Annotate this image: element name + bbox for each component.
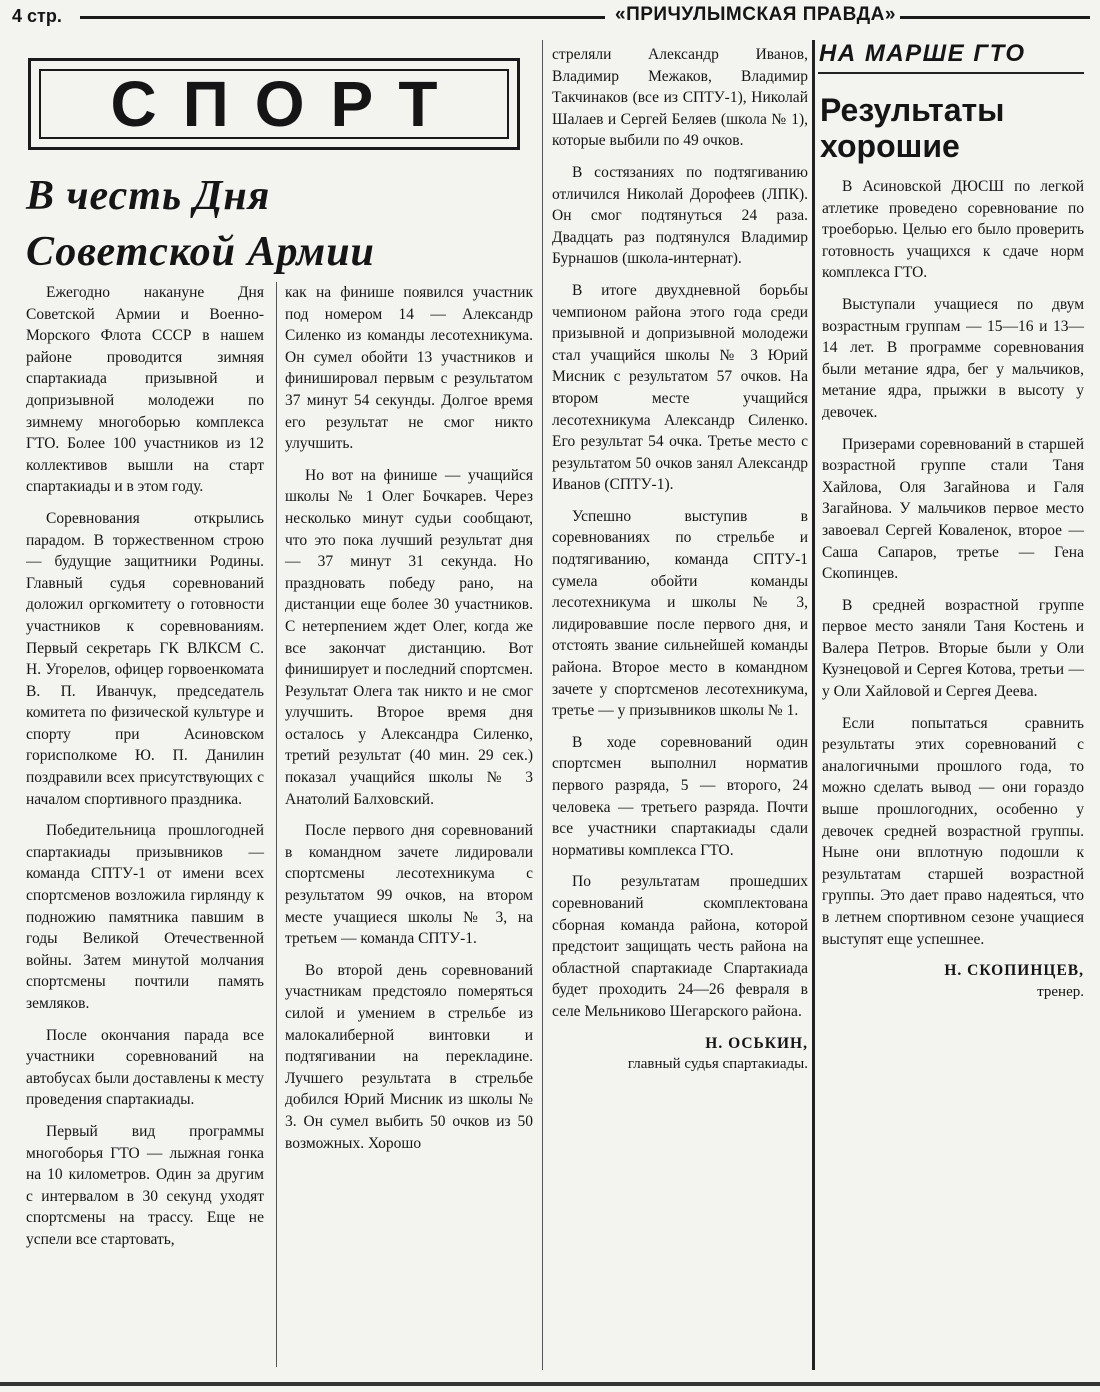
newspaper-name: «ПРИЧУЛЫМСКАЯ ПРАВДА» (615, 4, 896, 25)
paragraph: В итоге двухдневной борьбы чемпионом района этого года среди призывной и допризывной молодежи стал учащийся школы № 3 Юрий Мисник с результатом 57 очков. На втором месте учащийся лесотехникума Александр Силенко. Его результат 54 очка. Третье место с результатом 50 очков занял Александр Иванов (СПТУ-1). (552, 281, 808, 494)
paragraph: Первый вид программы многоборья ГТО — лыжная гонка на 10 километров. Один за другим с интервалом в 30 секунд уходят спортсмены на трассу. Еще не успели все стартовать, (26, 1122, 264, 1248)
paragraph: В ходе соревнований один спортсмен выполнил норматив первого разряда, 5 — второго, 24 человека — третьего разряда. Почти все участники спартакиады сдали нормативы комплекса ГТО. (552, 733, 808, 859)
paragraph: В средней возрастной группе первое место заняли Таня Костень и Валера Петров. Вторые были у Оли Кузнецовой и Сергея Котова, третьи — у Оли Хайловой и Сергея Деева. (822, 596, 1084, 701)
paragraph: Выступали учащиеся по двум возрастным группам — 15—16 и 13—14 лет. В программе соревнования были метание ядра, бег у мальчиков, метание ядра, прыжки в высоту у девочек. (822, 295, 1084, 421)
paragraph: Успешно выступив в соревнованиях по стрельбе и подтягиванию, команда СПТУ-1 сумела обойти команды лесотехникума и школы № 3, лидировавшие после первого дня, и отстоять звание сильнейшей команды района. Второе место в командном зачете у спортсменов лесотехникума, третье — у призывников школы № 1. (552, 507, 808, 720)
headline-line-2: Советской Армии (26, 229, 375, 275)
paragraph: В состязаниях по подтягиванию отличился Николай Дорофеев (ЛПК). Он смог подтянуться 24 раза. Двадцать раз подтянулся Владимир Бурнашов (школа-интернат). (552, 163, 808, 268)
section-banner-title: СПОРТ (39, 69, 509, 139)
paragraph: стреляли Александр Иванов, Владимир Межаков, Владимир Такчинаков (все из СПТУ-1), Николай Шалаев и Сергей Беляев (школа № 1), которые выбили по 49 очков. (552, 46, 808, 150)
byline (552, 1033, 808, 1076)
article2-headline-line-1: Результаты (820, 92, 1005, 128)
article1-column-3 (552, 44, 808, 1076)
article2-body (822, 176, 1084, 1003)
author-role: тренер. (1037, 983, 1084, 1000)
page-bottom-rule (0, 1382, 1100, 1386)
masthead-rule-left (80, 16, 605, 19)
paragraph: По результатам прошедших соревнований скомплектована сборная команда района, которой предстоит защищать честь района на областной спартакиаде Спартакиада будет проходить 24—26 февраля в селе Мельниково Шегарского района. (552, 873, 808, 1020)
column-divider (542, 40, 543, 1370)
paragraph: Соревнования открылись парадом. В торжественном строю — будущие защитники Родины. Главный судья соревнований доложил оргкомитету о готовности участников к соревнованиям. Первый секретарь ГК ВЛКСМ С. Н. Угорелов, офицер горвоенкомата В. П. Иванчук, председатель комитета по физической культуре и спорту при Асиновском горисполкоме Ю. П. Данилин поздравили всех присутствующих с началом спортивного праздника. (26, 509, 264, 808)
author-role: главный судья спартакиады. (627, 1056, 808, 1073)
article1-column-1 (26, 282, 264, 1261)
article2-headline-line-2: хорошие (820, 128, 960, 164)
paragraph: Победительница прошлогодней спартакиады призывников — команда СПТУ-1 от имени всех спортсменов возложила гирлянду к подножию памятника павшим в годы Великой Отечественной войны. Затем минутой молчания спортсмены почтили память земляков. (26, 822, 264, 1012)
byline (822, 960, 1084, 1003)
paragraph: Но вот на финише — учащийся школы № 1 Олег Бочкарев. Через несколько минут судьи сообщают, что это пока лучший результат дня — 37 минут 31 секунда. Но праздновать победу рано, на дистанции еще более 30 участников. С нетерпением ждет Олег, когда же все закончат дистанцию. Вот финиширует и последний спортсмен. Результат Олега так никто и не смог улучшить. Второе время дня осталось у Александра Силенко, третий результат (40 мин. 29 сек.) показал учащийся школы № 3 Анатолий Балховский. (285, 466, 533, 808)
paragraph: После первого дня соревнований в командном зачете лидировали спортсмены лесотехникума с результатом 99 очков, на втором месте учащиеся школы № 3, на третьем — команда СПТУ-1. (285, 822, 533, 948)
headline-line-1: В честь Дня (26, 173, 271, 219)
article2-headline (820, 92, 1080, 164)
paragraph: Призерами соревнований в старшей возрастной группе стали Таня Хайлова, Оля Загайнова и Галя Загайнова. У мальчиков первое место завоевал Сергей Коваленок, второе — Саша Сапаров, третье — Гена Скопинцев. (822, 435, 1084, 583)
paragraph: как на финише появился участник под номером 14 — Александр Силенко из команды лесотехникума. Он сумел обойти 13 участников и финишировал первым с результатом 37 минут 54 секунды. Долгое время его результат не смог никто улучшить. (285, 284, 533, 453)
article-headline (26, 168, 536, 280)
paragraph: Во второй день соревнований участникам предстояло померяться силой и умением в стрельбе из малокалиберной винтовки и подтягивании на перекладине. Лучшего результата в стрельбе добился Юрий Мисник из школы № 3. Он сумел выбить 50 очков из 50 возможных. Хорошо (285, 961, 533, 1152)
page-number: 4 стр. (12, 6, 62, 26)
paragraph: Ежегодно накануне Дня Советской Армии и Военно-Морского Флота СССР в нашем районе проводится зимняя спартакиада призывной и допризывной молодежи по зимнему многоборью комплекса ГТО. Более 100 участников из 12 коллективов вышли на старт спартакиады и в этом году. (26, 284, 264, 496)
article1-column-2 (285, 282, 533, 1164)
section-banner (28, 58, 520, 150)
article-divider (812, 40, 815, 1370)
author-name: Н. ОСЬКИН, (705, 1034, 808, 1052)
paragraph: В Асиновской ДЮСШ по легкой атлетике проведено соревнование по троеборью. Целью его было проверить готовность учащихся к сдаче норм комплекса ГТО. (822, 178, 1084, 282)
masthead-rule-right (900, 16, 1090, 19)
paragraph: Если попытаться сравнить результаты этих соревнований с аналогичными прошлого года, то можно сделать вывод — они гораздо выше прошлогодних, особенно у девочек средней возрастной группы. Ныне они вплотную подошли к результатам старшей возрастной группы. Это дает право надеяться, что в летнем спортивном сезоне учащиеся выступят еще успешнее. (822, 714, 1084, 948)
rubric-rule (818, 72, 1084, 74)
paragraph: После окончания парада все участники соревнований на автобусах были доставлены к месту проведения спартакиады. (26, 1026, 264, 1109)
rubric-label: НА МАРШЕ ГТО (819, 40, 1026, 67)
column-divider (276, 282, 277, 1367)
author-name: Н. СКОПИНЦЕВ, (944, 962, 1084, 980)
